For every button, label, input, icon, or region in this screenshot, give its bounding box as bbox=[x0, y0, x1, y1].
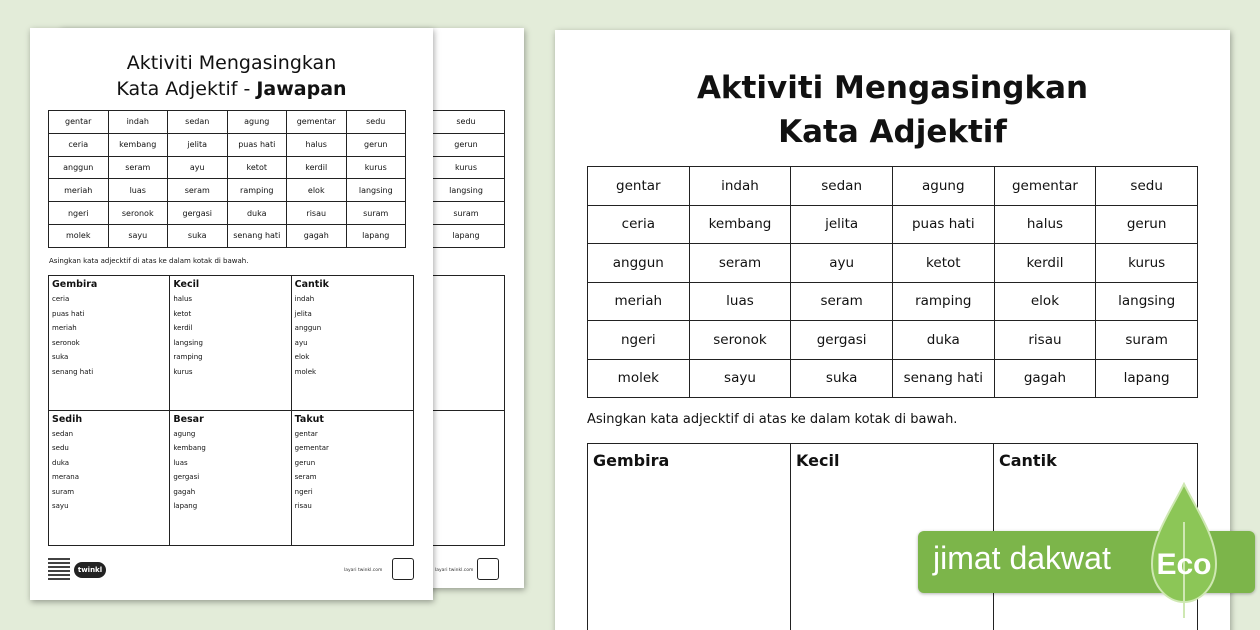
category-item: sayu bbox=[52, 502, 69, 510]
category-list bbox=[295, 292, 410, 379]
answer-worksheet bbox=[30, 28, 433, 600]
back-category-box bbox=[428, 411, 504, 546]
category-heading: Cantik bbox=[999, 451, 1057, 470]
word-cell: ketot bbox=[892, 244, 994, 283]
word-cell: ceria bbox=[588, 205, 690, 244]
word-cell: ramping bbox=[892, 282, 994, 321]
category-item: gagah bbox=[173, 487, 196, 496]
instruction-text: Asingkan kata adjecktif di atas ke dalam kotak di bawah. bbox=[587, 412, 958, 427]
title-prefix: Kata Adjektif - bbox=[116, 78, 257, 100]
word-cell: agung bbox=[892, 167, 994, 206]
eco-banner-text: jimat dakwat bbox=[933, 540, 1111, 576]
title-line-1: Aktiviti Mengasingkan bbox=[126, 52, 337, 74]
word-cell: lapang bbox=[428, 224, 505, 247]
word-cell: meriah bbox=[49, 179, 109, 202]
category-heading: Gembira bbox=[52, 279, 98, 290]
word-cell: gerun bbox=[1096, 205, 1198, 244]
category-item: suka bbox=[52, 353, 69, 361]
instruction-text: Asingkan kata adjecktif di atas ke dalam kotak di bawah. bbox=[49, 257, 249, 265]
word-cell: molek bbox=[49, 224, 109, 247]
word-cell: lapang bbox=[1096, 359, 1198, 398]
word-cell: seram bbox=[791, 282, 893, 321]
category-item: kurus bbox=[173, 367, 193, 376]
word-cell: gentar bbox=[49, 111, 109, 134]
category-item: gergasi bbox=[173, 473, 200, 481]
category-item: indah bbox=[294, 295, 315, 303]
word-cell: duka bbox=[227, 202, 287, 225]
back-category-box bbox=[428, 276, 504, 411]
twinkl-logo: twinkl bbox=[74, 562, 106, 578]
category-item: seram bbox=[294, 473, 317, 481]
word-cell: sedu bbox=[346, 111, 406, 134]
category-item: agung bbox=[173, 429, 196, 438]
word-cell: duka bbox=[892, 321, 994, 360]
word-cell: anggun bbox=[588, 244, 690, 283]
category-item: ketot bbox=[173, 309, 192, 318]
word-cell: suka bbox=[168, 224, 228, 247]
category-grid bbox=[48, 275, 414, 546]
answer-sheet-title bbox=[30, 50, 433, 102]
word-cell: kurus bbox=[428, 156, 505, 179]
category-box bbox=[49, 276, 170, 411]
site-text: layari twinkl.com bbox=[344, 568, 383, 573]
word-cell: gagah bbox=[287, 224, 347, 247]
category-box bbox=[170, 411, 291, 546]
category-heading: Besar bbox=[173, 413, 204, 425]
category-list bbox=[173, 427, 287, 514]
worksheet-footer bbox=[48, 558, 414, 584]
category-box bbox=[292, 276, 413, 411]
category-list bbox=[295, 427, 410, 514]
word-cell: langsing bbox=[346, 179, 406, 202]
word-cell: halus bbox=[287, 133, 347, 156]
word-cell: gergasi bbox=[791, 321, 893, 360]
category-list bbox=[52, 292, 166, 379]
category-item: suram bbox=[52, 487, 75, 496]
category-item: seronok bbox=[52, 338, 80, 347]
title-line-1: Aktiviti Mengasingkan bbox=[696, 70, 1089, 106]
word-cell: sayu bbox=[108, 224, 168, 247]
word-cell: seram bbox=[168, 179, 228, 202]
category-item: gerun bbox=[294, 458, 316, 467]
word-cell: ngeri bbox=[49, 202, 109, 225]
word-cell: luas bbox=[689, 282, 791, 321]
word-cell: gergasi bbox=[168, 202, 228, 225]
category-heading: Cantik bbox=[294, 279, 329, 290]
word-cell: elok bbox=[994, 282, 1096, 321]
word-row bbox=[49, 179, 406, 202]
word-cell: gerun bbox=[346, 133, 406, 156]
word-cell: gerun bbox=[428, 133, 505, 156]
category-item: gentar bbox=[294, 429, 318, 438]
category-item: langsing bbox=[173, 338, 203, 347]
category-item: ngeri bbox=[294, 487, 313, 496]
category-heading: Kecil bbox=[173, 279, 200, 290]
word-cell: langsing bbox=[428, 179, 505, 202]
category-item: kembang bbox=[173, 444, 206, 452]
word-cell: jelita bbox=[168, 133, 228, 156]
category-item: ceria bbox=[52, 295, 70, 303]
category-item: senang hati bbox=[52, 367, 94, 376]
category-item: duka bbox=[52, 458, 70, 467]
word-row bbox=[588, 205, 1198, 244]
word-cell: kerdil bbox=[287, 156, 347, 179]
category-box bbox=[170, 276, 291, 411]
word-cell: anggun bbox=[49, 156, 109, 179]
category-item: risau bbox=[294, 502, 312, 510]
category-item: ramping bbox=[173, 353, 203, 361]
word-cell: indah bbox=[689, 167, 791, 206]
word-row bbox=[49, 111, 406, 134]
word-cell: suram bbox=[346, 202, 406, 225]
word-row bbox=[49, 133, 406, 156]
word-cell: puas hati bbox=[227, 133, 287, 156]
word-cell: seronok bbox=[689, 321, 791, 360]
word-cell: sedan bbox=[168, 111, 228, 134]
category-box bbox=[588, 444, 791, 630]
title-line-2 bbox=[30, 76, 433, 102]
eco-badge-text: Eco bbox=[1156, 548, 1212, 581]
word-cell: agung bbox=[227, 111, 287, 134]
word-row bbox=[49, 156, 406, 179]
category-item: kerdil bbox=[173, 324, 193, 332]
word-cell: senang hati bbox=[227, 224, 287, 247]
category-item: sedu bbox=[52, 444, 69, 452]
word-cell: langsing bbox=[1096, 282, 1198, 321]
category-item: anggun bbox=[294, 324, 322, 332]
category-item: meriah bbox=[52, 324, 77, 332]
category-item: ayu bbox=[294, 338, 308, 347]
main-sheet-title bbox=[555, 66, 1230, 154]
word-cell: kurus bbox=[1096, 244, 1198, 283]
qr-code-icon bbox=[48, 558, 70, 580]
word-cell: risau bbox=[994, 321, 1096, 360]
word-cell: seram bbox=[108, 156, 168, 179]
word-cell: jelita bbox=[791, 205, 893, 244]
word-cell: suka bbox=[791, 359, 893, 398]
word-cell: gementar bbox=[287, 111, 347, 134]
word-cell: indah bbox=[108, 111, 168, 134]
word-cell: ayu bbox=[791, 244, 893, 283]
word-row bbox=[588, 359, 1198, 398]
category-heading: Takut bbox=[294, 413, 324, 425]
category-heading: Gembira bbox=[593, 451, 670, 470]
back-word-column bbox=[427, 110, 505, 248]
word-row bbox=[588, 167, 1198, 206]
category-item: sedan bbox=[52, 429, 74, 438]
word-cell: gentar bbox=[588, 167, 690, 206]
word-cell: molek bbox=[588, 359, 690, 398]
word-row bbox=[588, 282, 1198, 321]
category-heading: Sedih bbox=[52, 413, 83, 425]
category-item: luas bbox=[173, 458, 188, 467]
word-cell: luas bbox=[108, 179, 168, 202]
category-item: gementar bbox=[294, 444, 329, 452]
category-box bbox=[49, 411, 170, 546]
category-item: lapang bbox=[173, 502, 198, 510]
word-cell: ramping bbox=[227, 179, 287, 202]
category-list bbox=[52, 427, 166, 514]
category-list bbox=[173, 292, 287, 379]
title-answers: Jawapan bbox=[256, 78, 347, 100]
word-row bbox=[588, 244, 1198, 283]
word-row bbox=[49, 224, 406, 247]
category-item: jelita bbox=[294, 309, 312, 318]
word-cell: gagah bbox=[994, 359, 1096, 398]
word-cell: lapang bbox=[346, 224, 406, 247]
word-cell: halus bbox=[994, 205, 1096, 244]
word-cell: puas hati bbox=[892, 205, 994, 244]
word-cell: suram bbox=[1096, 321, 1198, 360]
word-cell: meriah bbox=[588, 282, 690, 321]
site-text: layari twinkl.com bbox=[435, 568, 474, 573]
eco-badge-icon bbox=[477, 558, 499, 580]
title-line-2: Kata Adjektif bbox=[778, 114, 1007, 150]
word-cell: senang hati bbox=[892, 359, 994, 398]
category-item: elok bbox=[294, 353, 310, 361]
word-cell: ngeri bbox=[588, 321, 690, 360]
word-cell: ayu bbox=[168, 156, 228, 179]
word-cell: elok bbox=[287, 179, 347, 202]
word-cell: sedu bbox=[428, 111, 505, 134]
word-cell: kurus bbox=[346, 156, 406, 179]
word-cell: gementar bbox=[994, 167, 1096, 206]
back-category-grid bbox=[427, 275, 505, 546]
word-cell: seram bbox=[689, 244, 791, 283]
word-table bbox=[48, 110, 406, 248]
back-footer bbox=[427, 558, 505, 584]
word-cell: risau bbox=[287, 202, 347, 225]
word-cell: kerdil bbox=[994, 244, 1096, 283]
word-cell: suram bbox=[428, 202, 505, 225]
category-item: molek bbox=[294, 367, 317, 376]
word-cell: sedu bbox=[1096, 167, 1198, 206]
category-heading: Kecil bbox=[796, 451, 840, 470]
word-cell: sedan bbox=[791, 167, 893, 206]
category-item: merana bbox=[52, 473, 80, 481]
category-box bbox=[292, 411, 413, 546]
eco-badge-icon bbox=[392, 558, 414, 580]
word-cell: ceria bbox=[49, 133, 109, 156]
word-row bbox=[49, 202, 406, 225]
word-row bbox=[588, 321, 1198, 360]
word-cell: sayu bbox=[689, 359, 791, 398]
category-item: puas hati bbox=[52, 309, 85, 318]
word-cell: kembang bbox=[108, 133, 168, 156]
word-cell: seronok bbox=[108, 202, 168, 225]
word-cell: ketot bbox=[227, 156, 287, 179]
word-cell: kembang bbox=[689, 205, 791, 244]
category-item: halus bbox=[173, 295, 193, 303]
word-table bbox=[587, 166, 1198, 398]
leaf-icon bbox=[1150, 482, 1230, 622]
